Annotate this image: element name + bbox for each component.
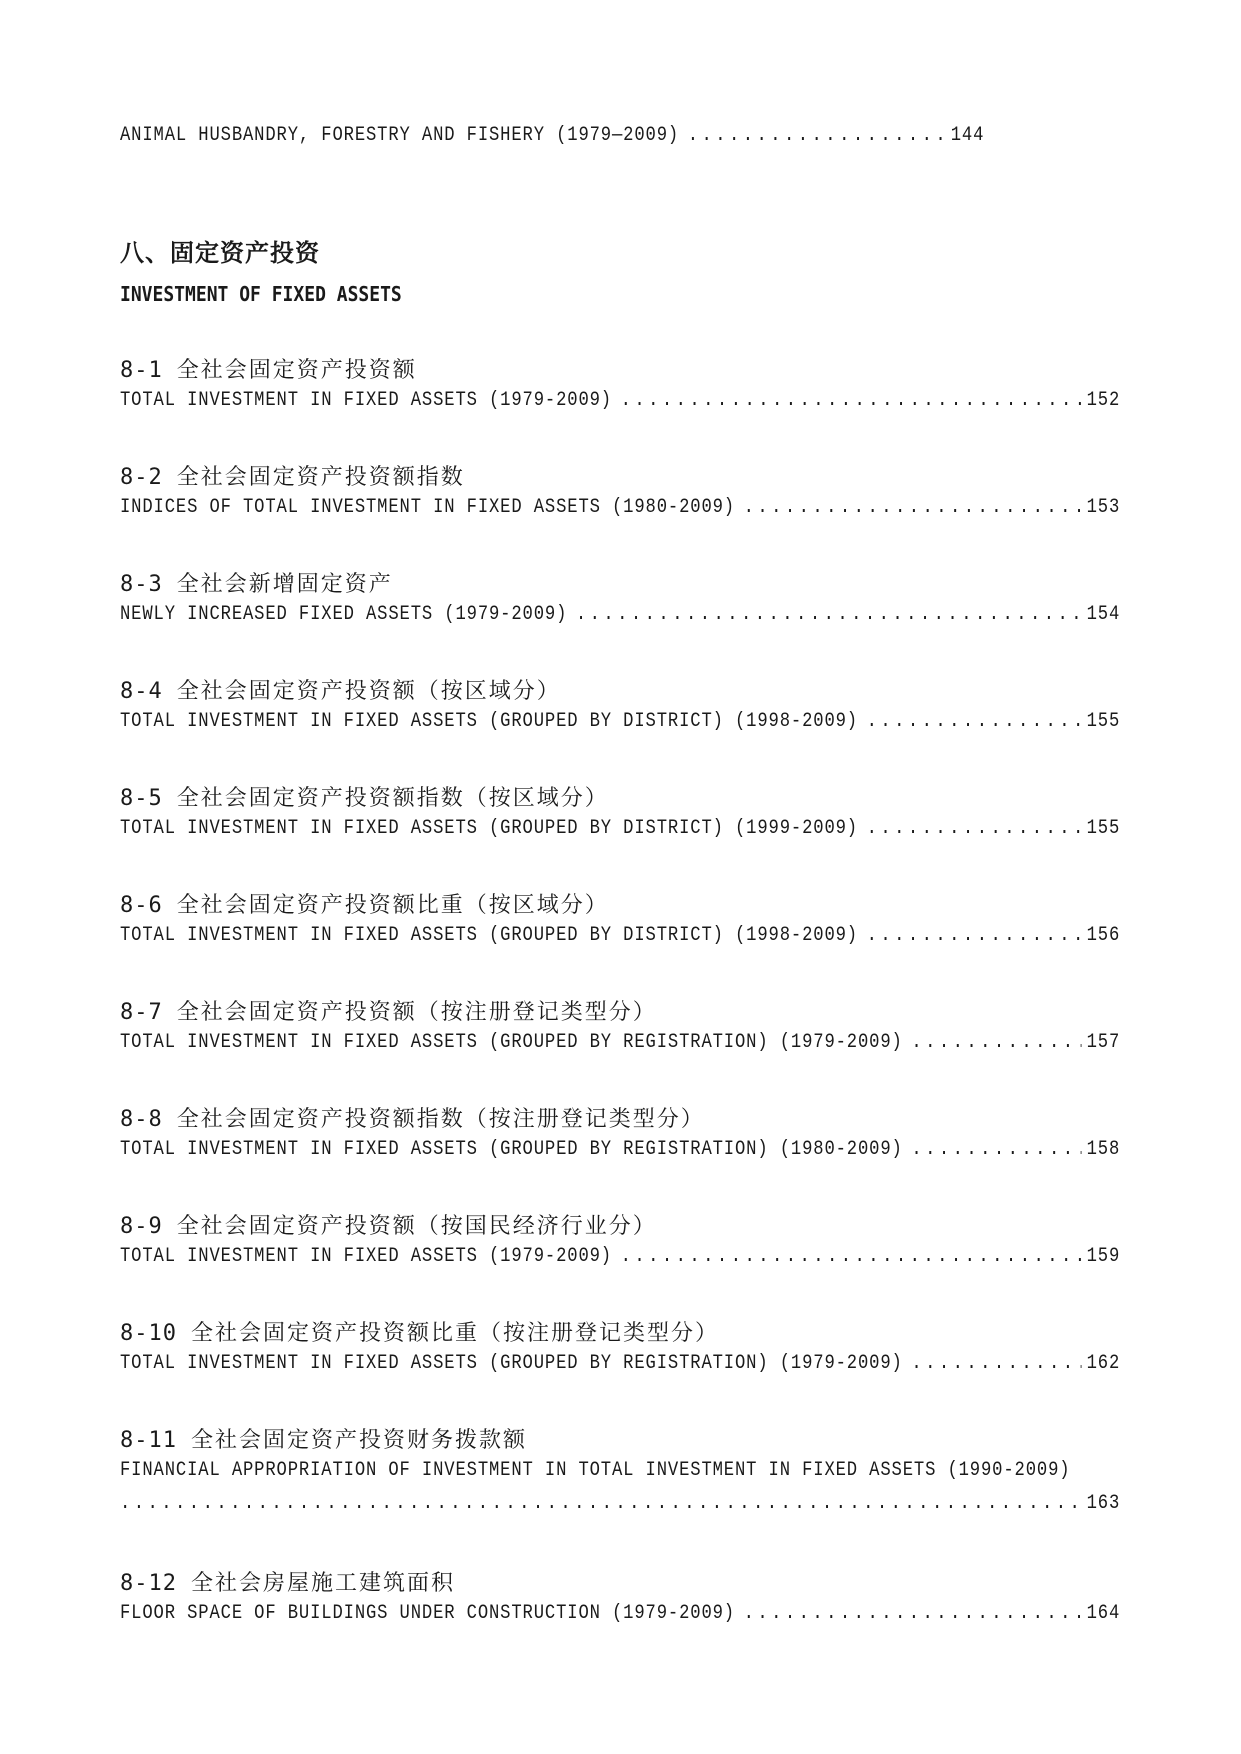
dot-leader	[867, 817, 1082, 840]
toc-entry[interactable]	[120, 674, 1120, 733]
toc-entry[interactable]	[120, 567, 1120, 626]
toc-entry-title-zh	[120, 1102, 1120, 1134]
toc-entry-number: 8-9	[120, 1214, 163, 1239]
toc-entry-title-en: TOTAL INVESTMENT IN FIXED ASSETS (1979-2009)	[120, 1245, 613, 1268]
toc-entry-line[interactable]	[120, 1031, 1120, 1054]
dot-leader	[621, 389, 1082, 412]
toc-entry-title-en: TOTAL INVESTMENT IN FIXED ASSETS (GROUPED BY REGISTRATION) (1980-2009)	[120, 1138, 903, 1161]
dot-leader	[744, 1602, 1082, 1625]
toc-entry-title-en: TOTAL INVESTMENT IN FIXED ASSETS (GROUPED BY REGISTRATION) (1979-2009)	[120, 1352, 903, 1375]
toc-page-number: 164	[1086, 1602, 1121, 1625]
toc-entry-number: 8-5	[120, 786, 163, 811]
toc-entry-title-en: INDICES OF TOTAL INVESTMENT IN FIXED ASSETS (1980-2009)	[120, 496, 735, 519]
toc-page-number: 155	[1086, 710, 1121, 733]
toc-entry-number: 8-2	[120, 465, 163, 490]
toc-page-number: 155	[1086, 817, 1121, 840]
toc-entry-zh-text: 全社会固定资产投资额（按区域分）	[176, 679, 561, 704]
toc-entry-line[interactable]	[120, 1352, 1120, 1375]
dot-leader	[867, 924, 1082, 947]
toc-entry-line[interactable]	[120, 1602, 1120, 1625]
toc-entry-line[interactable]	[120, 389, 1120, 412]
toc-entry-number: 8-4	[120, 679, 163, 704]
toc-entry-title-en: TOTAL INVESTMENT IN FIXED ASSETS (GROUPED BY DISTRICT) (1999-2009)	[120, 817, 859, 840]
toc-page-number: 158	[1086, 1138, 1121, 1161]
toc-entry-title-en: TOTAL INVESTMENT IN FIXED ASSETS (1979-2009)	[120, 389, 613, 412]
toc-entry-line[interactable]	[120, 1492, 1120, 1515]
toc-entry-line[interactable]	[120, 603, 1120, 626]
section-title-zh: 八、固定资产投资	[120, 239, 320, 267]
toc-entry-title-zh	[120, 995, 1120, 1027]
toc-entry-title-en: FINANCIAL APPROPRIATION OF INVESTMENT IN TOTAL INVESTMENT IN FIXED ASSETS (1990-2009)	[120, 1459, 1071, 1482]
toc-entry-title-zh	[120, 674, 1120, 706]
toc-entry[interactable]	[120, 1316, 1120, 1375]
toc-entry-title-zh	[120, 1423, 1120, 1455]
toc-entry-title-en: ANIMAL HUSBANDRY, FORESTRY AND FISHERY (1979—2009)	[120, 124, 680, 147]
toc-entry-number: 8-8	[120, 1107, 163, 1132]
dot-leader	[688, 124, 946, 147]
toc-entry[interactable]	[120, 888, 1120, 947]
toc-entry-zh-text: 全社会房屋施工建筑面积	[190, 1571, 455, 1596]
toc-entry-line[interactable]	[120, 1459, 1120, 1482]
toc-entry-title-zh	[120, 781, 1120, 813]
toc-entry-number: 8-1	[120, 358, 163, 383]
dot-leader	[120, 1492, 1081, 1515]
toc-entry-zh-text: 全社会固定资产投资额比重（按区域分）	[176, 893, 609, 918]
toc-entry-line[interactable]	[120, 710, 1120, 733]
toc-page-number: 144	[950, 124, 985, 147]
toc-entry[interactable]	[120, 460, 1120, 519]
toc-entry-title-en: FLOOR SPACE OF BUILDINGS UNDER CONSTRUCTION (1979-2009)	[120, 1602, 735, 1625]
toc-entry-number: 8-3	[120, 572, 163, 597]
toc-entry[interactable]	[120, 995, 1120, 1054]
toc-page-number: 153	[1086, 496, 1121, 519]
dot-leader	[911, 1352, 1081, 1375]
toc-entry-zh-text: 全社会新增固定资产	[176, 572, 393, 597]
toc-page-number: 162	[1086, 1352, 1121, 1375]
dot-leader	[576, 603, 1082, 626]
toc-entry-title-zh	[120, 1316, 1120, 1348]
toc-entry-zh-text: 全社会固定资产投资额指数（按注册登记类型分）	[176, 1107, 705, 1132]
toc-entry-title-zh	[120, 460, 1120, 492]
toc-page-number: 163	[1086, 1492, 1121, 1515]
toc-entry-zh-text: 全社会固定资产投资额指数（按区域分）	[176, 786, 609, 811]
toc-entry-title-zh	[120, 353, 1120, 385]
toc-entry-line[interactable]	[120, 1138, 1120, 1161]
toc-entry-title-en: TOTAL INVESTMENT IN FIXED ASSETS (GROUPED BY DISTRICT) (1998-2009)	[120, 710, 859, 733]
toc-entry-zh-text: 全社会固定资产投资额（按注册登记类型分）	[176, 1000, 657, 1025]
toc-entry[interactable]	[120, 781, 1120, 840]
toc-entry[interactable]	[120, 1102, 1120, 1161]
toc-entry-title-zh	[120, 567, 1120, 599]
toc-entry[interactable]	[120, 353, 1120, 412]
toc-entry-line[interactable]	[120, 924, 1120, 947]
toc-page-number: 157	[1086, 1031, 1121, 1054]
toc-page-number: 154	[1086, 603, 1121, 626]
toc-carry-over-line[interactable]	[120, 124, 984, 147]
toc-entry-zh-text: 全社会固定资产投资额指数	[176, 465, 465, 490]
section-title-en: INVESTMENT OF FIXED ASSETS	[120, 282, 402, 306]
dot-leader	[621, 1245, 1082, 1268]
toc-entry-zh-text: 全社会固定资产投资额比重（按注册登记类型分）	[190, 1321, 719, 1346]
toc-entry-number: 8-10	[120, 1321, 177, 1346]
dot-leader	[867, 710, 1082, 733]
toc-page-number: 159	[1086, 1245, 1121, 1268]
toc-entry-zh-text: 全社会固定资产投资额	[176, 358, 417, 383]
toc-entry-number: 8-6	[120, 893, 163, 918]
dot-leader	[744, 496, 1082, 519]
toc-entry-zh-text: 全社会固定资产投资额（按国民经济行业分）	[176, 1214, 657, 1239]
toc-entry-title-en: NEWLY INCREASED FIXED ASSETS (1979-2009)	[120, 603, 568, 626]
toc-entry-line[interactable]	[120, 817, 1120, 840]
toc-page-number: 156	[1086, 924, 1121, 947]
toc-entry-line[interactable]	[120, 496, 1120, 519]
dot-leader	[911, 1138, 1081, 1161]
toc-page-number: 152	[1086, 389, 1121, 412]
toc-entry-number: 8-11	[120, 1428, 177, 1453]
toc-entry-number: 8-12	[120, 1571, 177, 1596]
toc-entry-title-zh	[120, 1566, 1120, 1598]
toc-entry-line[interactable]	[120, 1245, 1120, 1268]
toc-entry-number: 8-7	[120, 1000, 163, 1025]
toc-entry[interactable]	[120, 1423, 1120, 1515]
toc-entry-zh-text: 全社会固定资产投资财务拨款额	[190, 1428, 527, 1453]
toc-entry-title-en: TOTAL INVESTMENT IN FIXED ASSETS (GROUPED BY REGISTRATION) (1979-2009)	[120, 1031, 903, 1054]
toc-entry[interactable]	[120, 1566, 1120, 1625]
dot-leader	[911, 1031, 1081, 1054]
toc-entry[interactable]	[120, 1209, 1120, 1268]
toc-entry-title-en: TOTAL INVESTMENT IN FIXED ASSETS (GROUPED BY DISTRICT) (1998-2009)	[120, 924, 859, 947]
toc-entry-title-zh	[120, 1209, 1120, 1241]
toc-entry-title-zh	[120, 888, 1120, 920]
